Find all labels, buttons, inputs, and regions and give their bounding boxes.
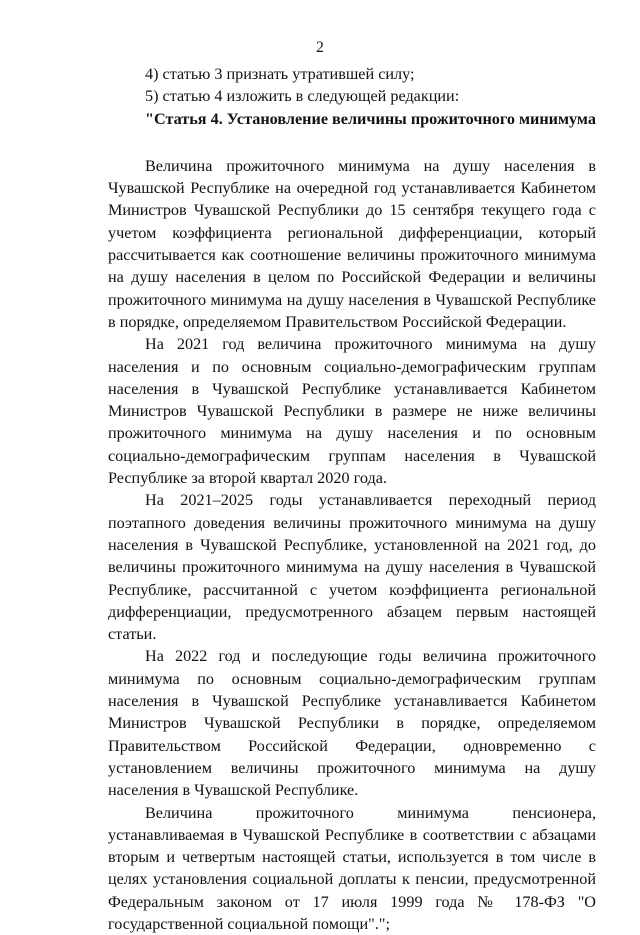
article-title: "Статья 4. Установление величины прожиточного минимума — [108, 108, 596, 130]
paragraph: На 2022 год и последующие годы величина прожиточного минимума по основным социально-демографическим группам населения в Чувашской Республике устанавливается Кабинетом Министров Чувашской Республики в порядке, определяемом Правительством Российской Федерации, одновременно с установлением величины прожиточного минимума на душу населения в Чувашской Республике. — [108, 645, 596, 801]
page-number: 2 — [0, 39, 640, 57]
document-body — [108, 63, 596, 935]
paragraph: На 2021–2025 годы устанавливается переходный период поэтапного доведения величины прожиточного минимума на душу населения в Чувашской Республике, установленной на 2021 год, до величины прожиточного минимума на душу населения в Чувашской Республике, рассчитанной с учетом коэффициента региональной дифференциации, предусмотренного абзацем первым настоящей статьи. — [108, 489, 596, 645]
list-item: 5) статью 4 изложить в следующей редакции: — [108, 85, 596, 107]
paragraph: Величина прожиточного минимума пенсионера, устанавливаемая в Чувашской Республике в соответствии с абзацами вторым и четвертым настоящей статьи, используется в том числе в целях установления социальной доплаты к пенсии, предусмотренной Федеральным законом от 17 июля 1999 года № 178-ФЗ "О государственной социальной помощи"."; — [108, 802, 596, 935]
list-item: 4) статью 3 признать утратившей силу; — [108, 63, 596, 85]
paragraph: Величина прожиточного минимума на душу населения в Чувашской Республике на очередной год устанавливается Кабинетом Министров Чувашской Республики до 15 сентября текущего года с учетом коэффициента региональной дифференциации, который рассчитывается как соотношение величины прожиточного минимума на душу населения в целом по Российской Федерации и величины прожиточного минимума на душу населения в Чувашской Республике в порядке, определяемом Правительством Российской Федерации. — [108, 155, 596, 333]
paragraph: На 2021 год величина прожиточного минимума на душу населения и по основным социально-демографическим группам населения в Чувашской Республике устанавливается Кабинетом Министров Чувашской Республики в размере не ниже величины прожиточного минимума на душу населения и по основным социально-демографическим группам населения в Чувашской Республике за второй квартал 2020 года. — [108, 333, 596, 489]
